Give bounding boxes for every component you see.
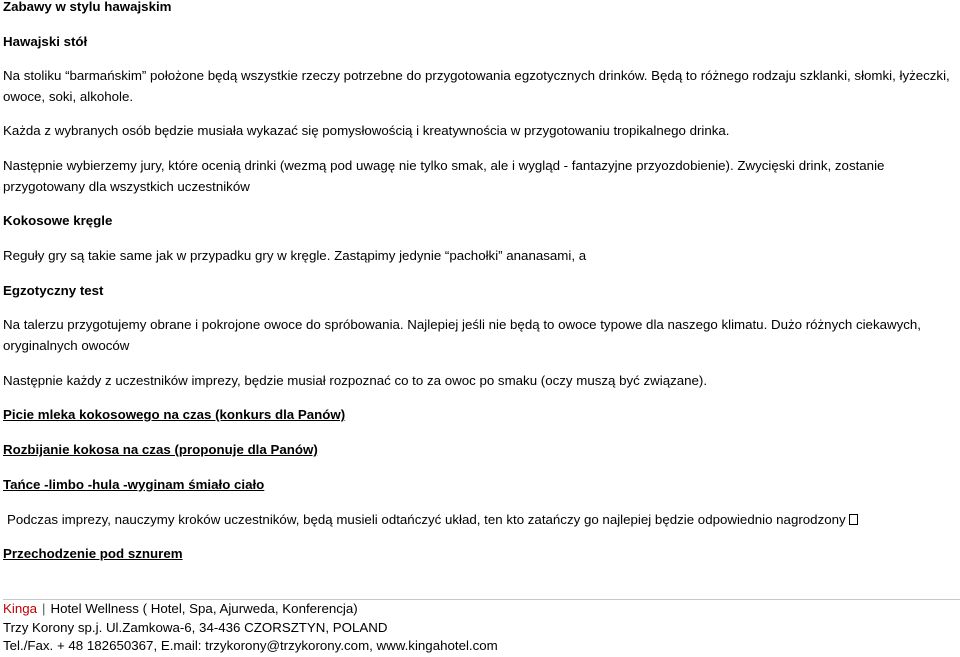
paragraph: Na talerzu przygotujemy obrane i pokrojone owoce do spróbowania. Najlepiej jeśli nie będą to owoce typowe dla naszego klimatu. Dużo różnych ciekawych, oryginalnych owoców	[3, 317, 921, 353]
footer	[3, 599, 960, 656]
paragraph-text: Podczas imprezy, nauczymy kroków uczestników, będą musieli odtańczyć układ, ten kto zatańczy go najlepiej będzie odpowiednio nagrodzony	[7, 512, 846, 527]
paragraph: Następnie wybierzemy jury, które ocenią drinki (wezmą pod uwagę nie tylko smak, ale i wygląd - fantazyjne przyozdobienie). Zwycięski drink, zostanie przygotowany dla wszystkich uczestników	[3, 158, 885, 194]
paragraph: Każda z wybranych osób będzie musiała wykazać się pomysłowością i kreatywnościa w przygotowaniu tropikalnego drinka.	[3, 123, 730, 138]
paragraph	[7, 509, 960, 530]
section-heading-egzotyczny-test: Egzotyczny test	[3, 283, 104, 298]
footer-address: Trzy Korony sp.j. Ul.Zamkowa-6, 34-436 CZORSZTYN, POLAND	[3, 619, 388, 635]
document-title: Zabawy w stylu hawajskim	[3, 0, 172, 14]
section-heading-tance: Tańce -limbo -hula -wyginam śmiało ciało	[3, 477, 265, 492]
missing-glyph-icon	[849, 514, 858, 525]
section-heading-picie-mleka: Picie mleka kokosowego na czas (konkurs dla Panów)	[3, 407, 346, 422]
section-heading-kokosowe-kregle: Kokosowe kręgle	[3, 213, 113, 228]
hotel-description: Hotel Wellness ( Hotel, Spa, Ajurweda, Konferencja)	[50, 601, 358, 616]
footer-separator: |	[42, 601, 46, 616]
footer-contact: Tel./Fax. + 48 182650367, E.mail: trzykorony@trzykorony.com, www.kingahotel.com	[3, 638, 498, 653]
paragraph: Następnie każdy z uczestników imprezy, będzie musiał rozpoznać co to za owoc po smaku (oczy muszą być związane).	[3, 373, 708, 388]
footer-line-1	[3, 600, 960, 619]
paragraph: Reguły gry są takie same jak w przypadku gry w kręgle. Zastąpimy jedynie “pachołki” ananasami, a	[3, 248, 587, 263]
section-heading-hawajski-stol: Hawajski stół	[3, 34, 88, 49]
section-heading-rozbijanie-kokosa: Rozbijanie kokosa na czas (proponuje dla Panów)	[3, 442, 318, 457]
paragraph: Na stoliku “barmańskim” położone będą wszystkie rzeczy potrzebne do przygotowania egzotycznych drinków. Będą to różnego rodzaju szklanki, słomki, łyżeczki, owoce, soki, alkohole.	[3, 68, 950, 104]
section-heading-przechodzenie: Przechodzenie pod sznurem	[3, 546, 183, 561]
brand-name: Kinga	[3, 601, 38, 616]
